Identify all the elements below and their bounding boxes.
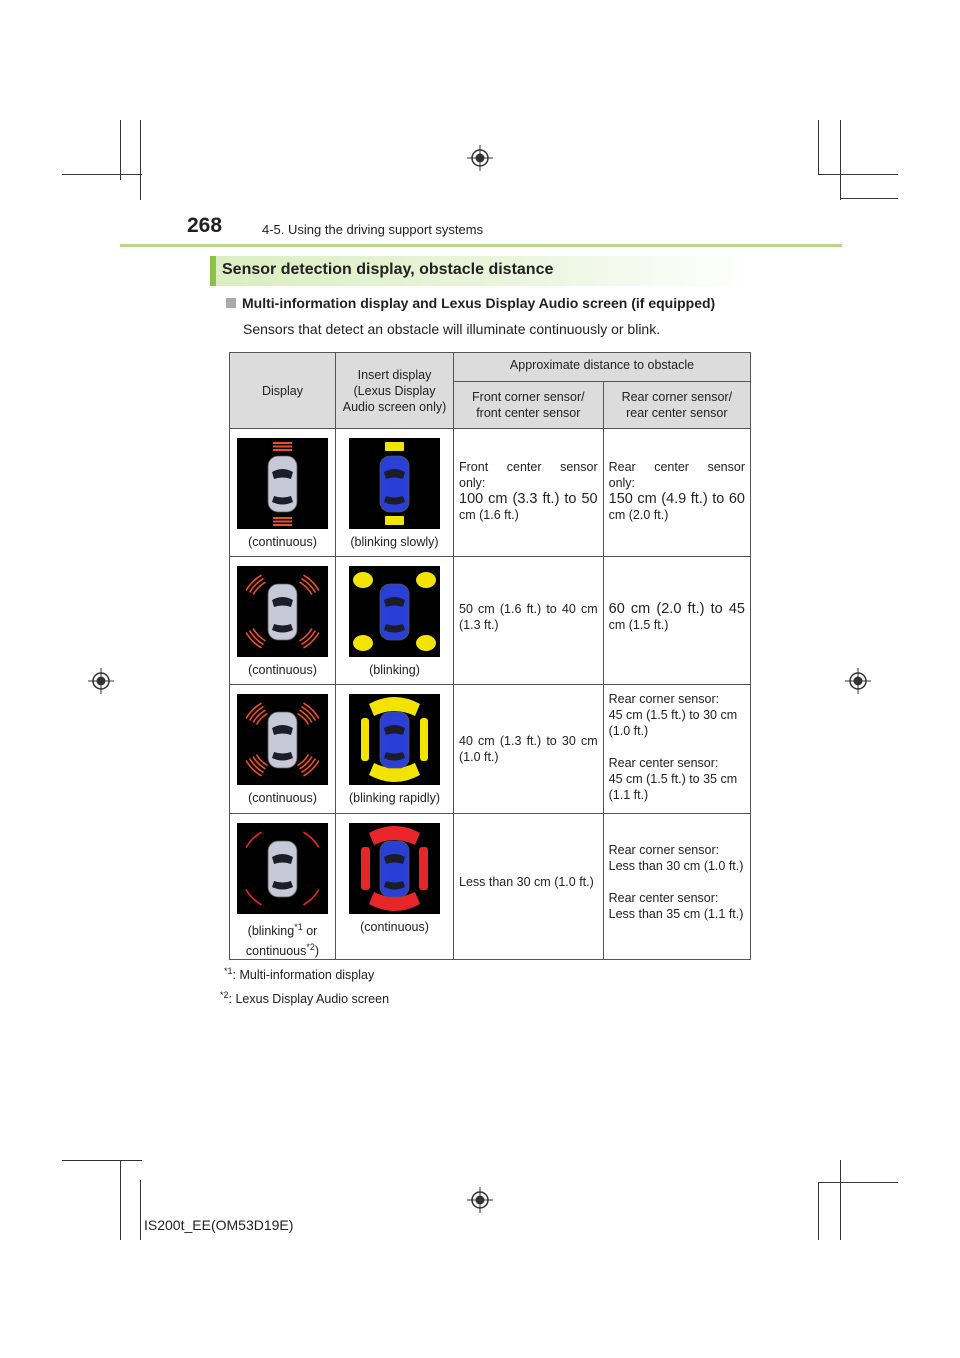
crop-mark — [120, 120, 121, 180]
distance-text: 50 cm (1.6 ft.) to 40 cm — [459, 602, 598, 616]
distance-text: cm (1.5 ft.) — [608, 618, 669, 632]
crop-mark — [140, 1180, 141, 1240]
distance-text: only: — [459, 476, 486, 490]
insert-display-image — [349, 823, 440, 914]
header-display: Display — [230, 353, 336, 429]
rear-distance-cell — [603, 429, 750, 557]
distance-text: Front center sensor — [459, 460, 598, 474]
display-caption: (continuous) — [248, 535, 317, 549]
front-distance-cell — [454, 814, 604, 960]
distance-text: Rear corner sensor: — [608, 843, 720, 857]
bullet-square-icon — [226, 298, 236, 308]
table-row — [230, 814, 751, 960]
distance-text: 40 cm (1.3 ft.) to 30 cm — [459, 734, 598, 748]
table-row — [230, 557, 751, 685]
distance-text: (1.1 ft.) — [608, 788, 649, 802]
crop-mark — [818, 120, 819, 175]
section-title: Sensor detection display, obstacle distance — [222, 261, 554, 278]
header-insert-display: Insert display (Lexus Display Audio screen only) — [336, 353, 454, 429]
header-rule — [120, 244, 842, 247]
header-front-sensor: Front corner sensor/ front center sensor — [454, 382, 604, 429]
insert-display-image — [349, 694, 440, 785]
crop-mark — [62, 1160, 142, 1161]
distance-text: Less than 35 cm (1.1 ft.) — [608, 907, 744, 921]
insert-caption: (continuous) — [360, 920, 429, 934]
footer-code: IS200t_EE(OM53D19E) — [144, 1217, 294, 1233]
distance-text: cm (2.0 ft.) — [608, 508, 669, 522]
distance-text: Rear center sensor: — [608, 891, 719, 905]
distance-text: 60 cm (2.0 ft.) to 45 — [608, 601, 745, 617]
distance-text: 45 cm (1.5 ft.) to 35 cm — [608, 772, 738, 786]
footnote-1: $^{*1}$: Multi-information display — [224, 966, 375, 983]
intro-text: Sensors that detect an obstacle will illuminate continuously or blink. — [243, 321, 661, 337]
crop-mark — [840, 198, 898, 199]
distance-text: cm (1.6 ft.) — [459, 508, 519, 522]
display-image — [237, 566, 328, 657]
distance-text: (1.3 ft.) — [459, 618, 499, 632]
crop-mark — [840, 120, 841, 200]
insert-display-image — [349, 438, 440, 529]
crop-mark — [140, 120, 141, 200]
running-head: 4-5. Using the driving support systems — [262, 222, 484, 237]
display-caption: (continuous) — [248, 791, 317, 805]
distance-text: 45 cm (1.5 ft.) to 30 cm — [608, 708, 738, 722]
registration-mark-icon — [467, 145, 493, 171]
crop-mark — [62, 174, 142, 175]
header-approx-distance: Approximate distance to obstacle — [454, 353, 751, 382]
distance-text: (1.0 ft.) — [608, 724, 649, 738]
table-row — [230, 685, 751, 814]
distance-text: only: — [608, 476, 636, 490]
distance-text: Rear corner sensor: — [608, 692, 720, 706]
distance-text: Less than 30 cm (1.0 ft.) — [608, 859, 744, 873]
insert-caption: (blinking) — [369, 663, 420, 677]
front-distance-cell — [454, 429, 604, 557]
display-image — [237, 823, 328, 914]
spacer — [609, 874, 745, 890]
crop-mark — [818, 1182, 819, 1240]
display-caption: (blinking$^{*1}$ or continuous$^{*2}$) — [245, 922, 320, 959]
rear-distance-cell — [603, 557, 750, 685]
insert-display-image — [349, 566, 440, 657]
registration-mark-icon — [845, 668, 871, 694]
crop-mark — [120, 1160, 121, 1240]
spacer — [609, 739, 745, 755]
sub-heading-text: Multi-information display and Lexus Display Audio screen (if equipped) — [242, 295, 716, 311]
registration-mark-icon — [88, 668, 114, 694]
insert-caption: (blinking rapidly) — [348, 791, 440, 805]
sub-heading — [226, 295, 715, 311]
table-row — [230, 429, 751, 557]
footnote-2: $^{*2}$: Lexus Display Audio screen — [220, 990, 390, 1007]
display-image — [237, 694, 328, 785]
registration-mark-icon — [467, 1187, 493, 1213]
display-image — [237, 438, 328, 529]
distance-text: Less than 30 cm (1.0 ft.) — [459, 875, 594, 889]
distance-table — [229, 352, 751, 960]
insert-caption: (blinking slowly) — [350, 535, 439, 549]
front-distance-cell — [454, 685, 604, 814]
display-caption: (continuous) — [248, 663, 317, 677]
crop-mark — [840, 1160, 841, 1240]
rear-distance-cell — [603, 685, 750, 814]
crop-mark — [818, 174, 898, 175]
rear-distance-cell — [603, 814, 750, 960]
front-distance-cell — [454, 557, 604, 685]
crop-mark — [818, 1182, 898, 1183]
header-rear-sensor: Rear corner sensor/ rear center sensor — [603, 382, 750, 429]
page-number: 268 — [187, 214, 223, 237]
distance-text: 100 cm (3.3 ft.) to 50 — [459, 491, 598, 507]
distance-text: Rear center sensor — [608, 460, 745, 474]
distance-text: Rear center sensor: — [608, 756, 719, 770]
distance-text: (1.0 ft.) — [459, 750, 499, 764]
distance-text: 150 cm (4.9 ft.) to 60 — [608, 491, 745, 507]
